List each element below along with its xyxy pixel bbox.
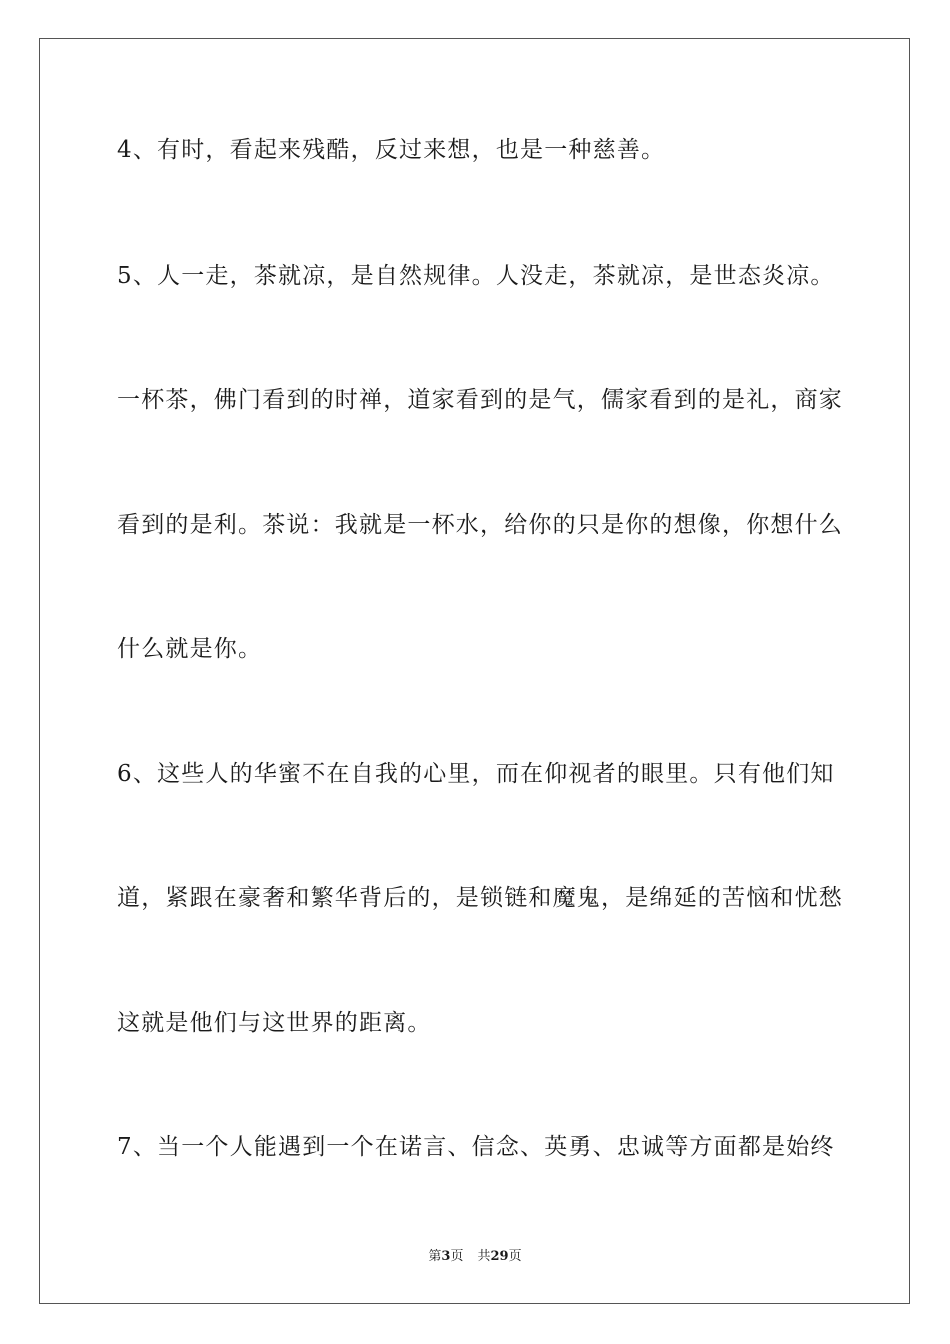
text-line: 4、有时，看起来残酷，反过来想，也是一种慈善。 xyxy=(117,137,666,163)
current-page-number: 3 xyxy=(441,1249,451,1264)
footer-total-prefix: 共 xyxy=(477,1249,491,1264)
total-pages-number: 29 xyxy=(490,1249,509,1264)
footer-prefix: 第 xyxy=(428,1249,442,1264)
page-border xyxy=(39,38,910,1304)
footer-total-suffix: 页 xyxy=(508,1249,522,1264)
text-line: 看到的是利。茶说：我就是一杯水，给你的只是你的想像，你想什么 xyxy=(117,512,843,538)
text-line: 道，紧跟在豪奢和繁华背后的，是锁链和魔鬼，是绵延的苦恼和忧愁 xyxy=(117,885,843,911)
text-line: 一杯茶，佛门看到的时禅，道家看到的是气，儒家看到的是礼，商家 xyxy=(117,387,843,413)
text-line: 6、这些人的华蜜不在自我的心里，而在仰视者的眼里。只有他们知 xyxy=(117,761,835,787)
page-footer xyxy=(0,1248,950,1266)
text-line: 5、人一走，茶就凉，是自然规律。人没走，茶就凉，是世态炎凉。 xyxy=(117,263,835,289)
text-line: 这就是他们与这世界的距离。 xyxy=(117,1010,432,1036)
text-line: 7、当一个人能遇到一个在诺言、信念、英勇、忠诚等方面都是始终 xyxy=(117,1134,835,1160)
text-line: 什么就是你。 xyxy=(117,636,263,662)
footer-page-suffix: 页 xyxy=(450,1249,464,1264)
